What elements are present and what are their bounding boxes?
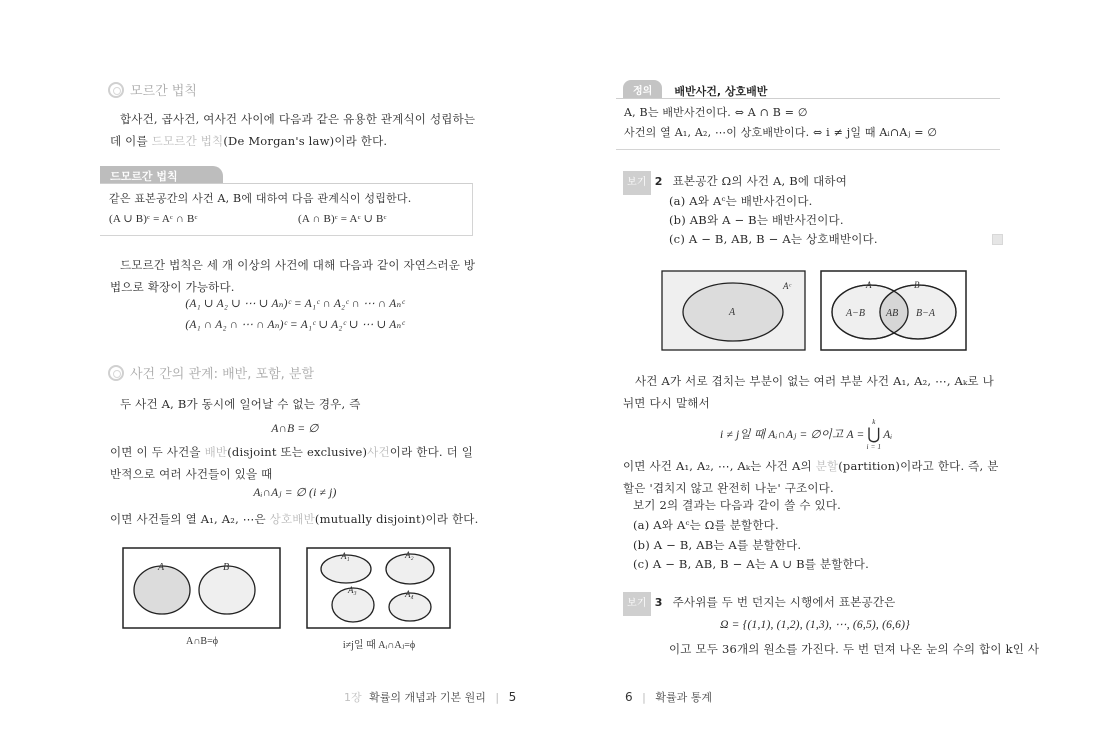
svg-text:A₂: A₂ bbox=[405, 550, 414, 560]
definition-line-1: A, B는 배반사건이다. ⇔ A ∩ B = ∅ bbox=[624, 106, 808, 119]
term-partition: 분할 bbox=[815, 459, 839, 473]
example-2-item-a: (a) A와 Aᶜ는 배반사건이다. bbox=[669, 194, 813, 208]
example-number: 2 bbox=[654, 175, 663, 188]
partition-formula: i ≠ j일 때 Aᵢ∩Aⱼ = ∅이고 A = k ⋃ i = 1 Aᵢ bbox=[720, 418, 893, 451]
example-3-heading: 보기 3 주사위를 두 번 던지는 시행에서 표본공간은 bbox=[623, 591, 895, 616]
term-de-morgan: 드모르간 법칙 bbox=[151, 134, 224, 148]
svg-text:A: A bbox=[729, 307, 736, 318]
venn-disjoint-two bbox=[122, 547, 282, 630]
partition-item-b: (b) A − B, AB는 A를 분할한다. bbox=[633, 538, 802, 552]
example-number: 3 bbox=[654, 596, 663, 609]
big-union: k ⋃ i = 1 bbox=[866, 418, 882, 451]
example-2-item-b: (b) AB와 A − B는 배반사건이다. bbox=[669, 213, 844, 227]
svg-text:A: A bbox=[866, 280, 872, 290]
svg-text:A₄: A₄ bbox=[405, 589, 414, 599]
section-bullet-icon bbox=[108, 365, 124, 381]
term-event: 사건 bbox=[367, 445, 390, 459]
theorem-formula-intersection: (A ∩ B)ᶜ = Aᶜ ∪ Bᶜ bbox=[298, 213, 387, 225]
partition-summary: 보기 2의 결과는 다음과 같이 쓸 수 있다. bbox=[633, 498, 841, 512]
footer-chapter: 1장 bbox=[344, 691, 362, 704]
sample-space-formula: Ω = {(1,1), (1,2), (1,3), ⋯, (6,5), (6,6)} bbox=[720, 619, 910, 631]
disjoint-formula: A∩B = ∅ bbox=[271, 423, 319, 435]
svg-text:AB: AB bbox=[886, 308, 899, 319]
page-number-left: 5 bbox=[508, 690, 517, 704]
partition-item-c: (c) A − B, AB, B − A는 A ∪ B를 분할한다. bbox=[633, 557, 869, 571]
mutual-disjoint-formula: Aᵢ∩Aⱼ = ∅ (i ≠ j) bbox=[253, 487, 337, 499]
theorem-tab: 드모르간 법칙 bbox=[100, 166, 223, 184]
svg-text:B−A: B−A bbox=[916, 308, 935, 319]
partition-definition-paragraph: 이면 사건 A₁, A₂, ⋯, Aₖ는 사건 A의 분할(partition)이라고 한다. 즉, 분할은 '겹치지 않고 완전히 나눈' 구조이다. bbox=[623, 459, 999, 495]
example-3-paragraph: 이고 모두 36개의 원소를 가진다. 두 번 던져 나온 눈의 수의 합이 k인 사 bbox=[669, 642, 1040, 656]
footer-book-title: 확률과 통계 bbox=[655, 691, 712, 704]
svg-text:B: B bbox=[914, 280, 920, 290]
mutual-disjoint-paragraph: 이면 사건들의 열 A₁, A₂, ⋯은 상호배반(mutually disjoint)이라 한다. bbox=[110, 512, 479, 526]
svg-text:B: B bbox=[223, 562, 230, 573]
partition-item-a: (a) A와 Aᶜ는 Ω를 분할한다. bbox=[633, 518, 779, 532]
venn-overlap bbox=[820, 270, 968, 352]
example-2-item-c: (c) A − B, AB, B − A는 상호배반이다. bbox=[669, 232, 878, 246]
extension-formula-2: (A₁ ∩ A₂ ∩ ⋯ ∩ Aₙ)ᶜ = A₁ᶜ ∪ A₂ᶜ ∪ ⋯ ∪ Aₙᶜ bbox=[185, 319, 405, 331]
example-2-heading: 보기 2 표본공간 Ω의 사건 A, B에 대하여 bbox=[623, 170, 847, 195]
right-footer: 6 | 확률과 통계 bbox=[625, 690, 712, 704]
section-bullet-icon bbox=[108, 82, 124, 98]
definition-box bbox=[616, 98, 1000, 150]
section-heading-text: 모르간 법칙 bbox=[130, 84, 197, 99]
svg-text:A: A bbox=[158, 562, 165, 573]
definition-header bbox=[623, 80, 767, 99]
venn-mutually-disjoint bbox=[306, 547, 452, 630]
theorem-formula-union: (A ∪ B)ᶜ = Aᶜ ∩ Bᶜ bbox=[109, 213, 198, 225]
svg-text:Aᶜ: Aᶜ bbox=[783, 281, 791, 291]
extension-paragraph: 드모르간 법칙은 세 개 이상의 사건에 대해 다음과 같이 자연스러운 방법으로 확장이 가능하다. bbox=[110, 258, 476, 294]
figure-caption-1: A∩B=ϕ bbox=[185, 636, 219, 647]
svg-text:A₃: A₃ bbox=[348, 585, 357, 595]
partition-intro-paragraph: 사건 A가 서로 겹치는 부분이 없는 여러 부분 사건 A₁, A₂, ⋯, Aₖ로 나뉘면 다시 말해서 bbox=[623, 374, 994, 410]
definition-tag: 정의 bbox=[623, 80, 662, 99]
section-heading-relations bbox=[108, 363, 314, 382]
disjoint-intro: 두 사건 A, B가 동시에 일어날 수 없는 경우, 즉 bbox=[120, 397, 361, 411]
theorem-box bbox=[100, 183, 473, 236]
svg-text:A₁: A₁ bbox=[341, 551, 350, 561]
venn-complement bbox=[661, 270, 807, 352]
section-heading-de-morgan bbox=[108, 80, 197, 99]
intro-paragraph: 합사건, 곱사건, 여사건 사이에 다음과 같은 유용한 관계식이 성립하는데 이를 드모르간 법칙(De Morgan's law)이라 한다. bbox=[110, 112, 476, 148]
footer-chapter-title: 확률의 개념과 기본 원리 bbox=[369, 691, 486, 704]
page-number-right: 6 bbox=[625, 690, 633, 704]
extension-formula-1: (A₁ ∪ A₂ ∪ ⋯ ∪ Aₙ)ᶜ = A₁ᶜ ∩ A₂ᶜ ∩ ⋯ ∩ Aₙᶜ bbox=[185, 298, 405, 310]
section-heading-text: 사건 간의 관계: 배반, 포함, 분할 bbox=[130, 367, 315, 382]
margin-marker bbox=[992, 234, 1003, 245]
right-page bbox=[550, 0, 1100, 746]
definition-line-2: 사건의 열 A₁, A₂, ⋯이 상호배반이다. ⇔ i ≠ j일 때 Aᵢ∩Aⱼ = ∅ bbox=[624, 126, 938, 139]
term-disjoint: 배반 bbox=[204, 445, 228, 459]
theorem-statement: 같은 표본공간의 사건 A, B에 대하여 다음 관계식이 성립한다. bbox=[109, 192, 412, 205]
disjoint-definition-paragraph: 이면 이 두 사건을 배반(disjoint 또는 exclusive)사건이라 한다. 더 일반적으로 여러 사건들이 있을 때 bbox=[110, 445, 474, 481]
svg-text:A−B: A−B bbox=[846, 308, 865, 319]
figure-caption-2: i≠j일 때 Aᵢ∩Aⱼ=ϕ bbox=[342, 640, 416, 651]
definition-title: 배반사건, 상호배반 bbox=[674, 85, 768, 98]
term-mutually-disjoint: 상호배반 bbox=[269, 512, 315, 526]
left-footer: 1장 확률의 개념과 기본 원리 | 5 bbox=[344, 690, 517, 704]
example-tag: 보기 bbox=[623, 592, 651, 616]
example-tag: 보기 bbox=[623, 171, 651, 195]
